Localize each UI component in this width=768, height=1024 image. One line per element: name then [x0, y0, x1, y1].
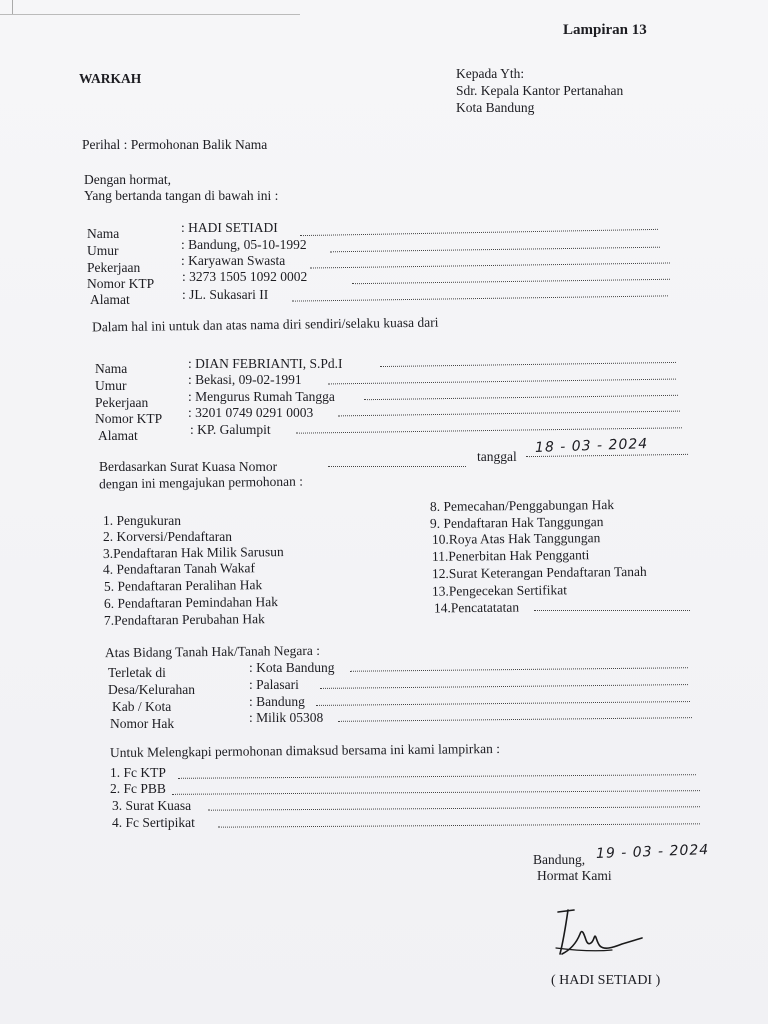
attachment-dots-1: [178, 774, 696, 779]
closing-date-handwritten: 19 - 03 - 2024: [595, 842, 710, 862]
closing-regards: Hormat Kami: [537, 868, 612, 883]
principal-value-job: : Mengurus Rumah Tangga: [188, 389, 335, 404]
principal-dots-id: [338, 411, 680, 417]
principal-value-id: : 3201 0749 0291 0003: [188, 405, 314, 420]
attachment-dots-4: [218, 823, 700, 827]
principal-dots-job: [364, 395, 678, 400]
land-label-location: Terletak di: [108, 665, 166, 680]
service-item: 13.Pengecekan Sertifikat: [431, 582, 568, 599]
attachment-item: 1. Fc KTP: [110, 765, 166, 780]
land-title: Atas Bidang Tanah Hak/Tanah Negara :: [104, 642, 320, 661]
greeting-line-2: Yang bertanda tangan di bawah ini :: [84, 188, 279, 203]
principal-value-name: : DIAN FEBRIANTI, S.Pd.I: [188, 356, 343, 371]
land-label-right-number: Nomor Hak: [110, 716, 175, 731]
land-dots-city: [316, 701, 690, 706]
recipient-line-3: Kota Bandung: [456, 100, 535, 115]
applicant-dots-name: [300, 229, 658, 236]
attachment-item: 4. Fc Sertipikat: [112, 815, 195, 830]
attachment-item: 3. Surat Kuasa: [112, 798, 192, 813]
greeting-line-1: Dengan hormat,: [84, 172, 171, 187]
attachments-title: Untuk Melengkapi permohonan dimaksud bersama ini kami lampirkan :: [109, 740, 500, 761]
land-value-location: : Kota Bandung: [249, 660, 335, 675]
principal-dots-age: [328, 379, 676, 385]
land-label-city: Kab / Kota: [112, 699, 172, 714]
principal-dots-name: [380, 362, 676, 367]
service-item: 1. Pengukuran: [103, 513, 181, 528]
service-item: 4. Pendaftaran Tanah Wakaf: [102, 560, 255, 577]
applicant-label-job: Pekerjaan: [87, 260, 141, 275]
principal-label-job: Pekerjaan: [95, 395, 149, 410]
poa-line-2: dengan ini mengajukan permohonan :: [98, 473, 304, 492]
applicant-label-id: Nomor KTP: [87, 276, 155, 291]
land-label-village: Desa/Kelurahan: [108, 682, 195, 697]
principal-label-name: Nama: [95, 361, 128, 376]
attachment-item: 2. Fc PBB: [110, 781, 166, 796]
principal-value-address: : KP. Galumpit: [190, 422, 271, 437]
principal-label-address: Alamat: [98, 428, 138, 443]
recipient-line-1: Kepada Yth:: [456, 66, 525, 81]
land-dots-right-number: [338, 717, 692, 722]
service-item: 5. Pendaftaran Peralihan Hak: [103, 577, 263, 594]
land-dots-location: [350, 667, 688, 672]
service-item: 9. Pendaftaran Hak Tanggungan: [429, 514, 604, 531]
applicant-dots-job: [310, 262, 670, 268]
service-item: 10.Roya Atas Hak Tanggungan: [431, 530, 601, 547]
closing-place: Bandung,: [533, 852, 586, 867]
applicant-dots-id: [352, 279, 670, 284]
service-item: 2. Korversi/Pendaftaran: [103, 529, 232, 544]
land-value-city: : Bandung: [249, 694, 305, 709]
service-item: 3.Pendaftaran Hak Milik Sarusun: [102, 544, 284, 561]
attachment-number: Lampiran 13: [563, 22, 647, 38]
land-value-right-number: : Milik 05308: [249, 710, 324, 725]
applicant-label-age: Umur: [87, 243, 119, 258]
signer-name: ( HADI SETIADI ): [551, 973, 661, 988]
applicant-dots-address: [292, 295, 668, 301]
service-item: 6. Pendaftaran Pemindahan Hak: [103, 594, 279, 611]
poa-number-dots: [328, 466, 466, 467]
principal-value-age: : Bekasi, 09-02-1991: [188, 372, 302, 387]
applicant-value-job: : Karyawan Swasta: [181, 253, 286, 268]
poa-date-label: tanggal: [477, 449, 517, 464]
land-dots-village: [320, 684, 688, 689]
land-value-village: : Palasari: [249, 677, 299, 692]
signature-icon: [552, 904, 648, 964]
attachment-dots-2: [172, 790, 700, 795]
service-item: 11.Penerbitan Hak Pengganti: [431, 547, 590, 564]
applicant-dots-age: [330, 247, 660, 253]
applicant-value-address: : JL. Sukasari II: [182, 287, 269, 302]
on-behalf-line: Dalam hal ini untuk dan atas nama diri sendiri/selaku kuasa dari: [91, 314, 439, 335]
poa-date-handwritten: 18 - 03 - 2024: [534, 436, 649, 456]
principal-label-id: Nomor KTP: [95, 411, 163, 426]
poa-prefix: Berdasarkan Surat Kuasa Nomor: [99, 459, 278, 474]
attachment-dots-3: [208, 806, 700, 810]
applicant-value-name: : HADI SETIADI: [181, 220, 278, 235]
applicant-label-name: Nama: [87, 226, 120, 241]
subject-line: Perihal : Permohonan Balik Nama: [82, 137, 268, 152]
service-14-dots: [534, 610, 690, 611]
scan-edge-mark: [12, 0, 13, 14]
principal-label-age: Umur: [95, 378, 127, 393]
service-item: 8. Pemecahan/Penggabungan Hak: [429, 497, 615, 514]
service-item: 14.Pencatatatan: [433, 599, 520, 616]
document-title: WARKAH: [79, 71, 142, 86]
service-item: 12.Surat Keterangan Pendaftaran Tanah: [431, 563, 647, 582]
applicant-value-id: : 3273 1505 1092 0002: [182, 269, 308, 284]
applicant-label-address: Alamat: [90, 292, 130, 307]
principal-dots-address: [296, 427, 682, 433]
scan-edge-line: [0, 0, 300, 15]
recipient-line-2: Sdr. Kepala Kantor Pertanahan: [456, 83, 624, 98]
service-item: 7.Pendaftaran Perubahan Hak: [103, 611, 265, 628]
applicant-value-age: : Bandung, 05-10-1992: [181, 237, 307, 252]
